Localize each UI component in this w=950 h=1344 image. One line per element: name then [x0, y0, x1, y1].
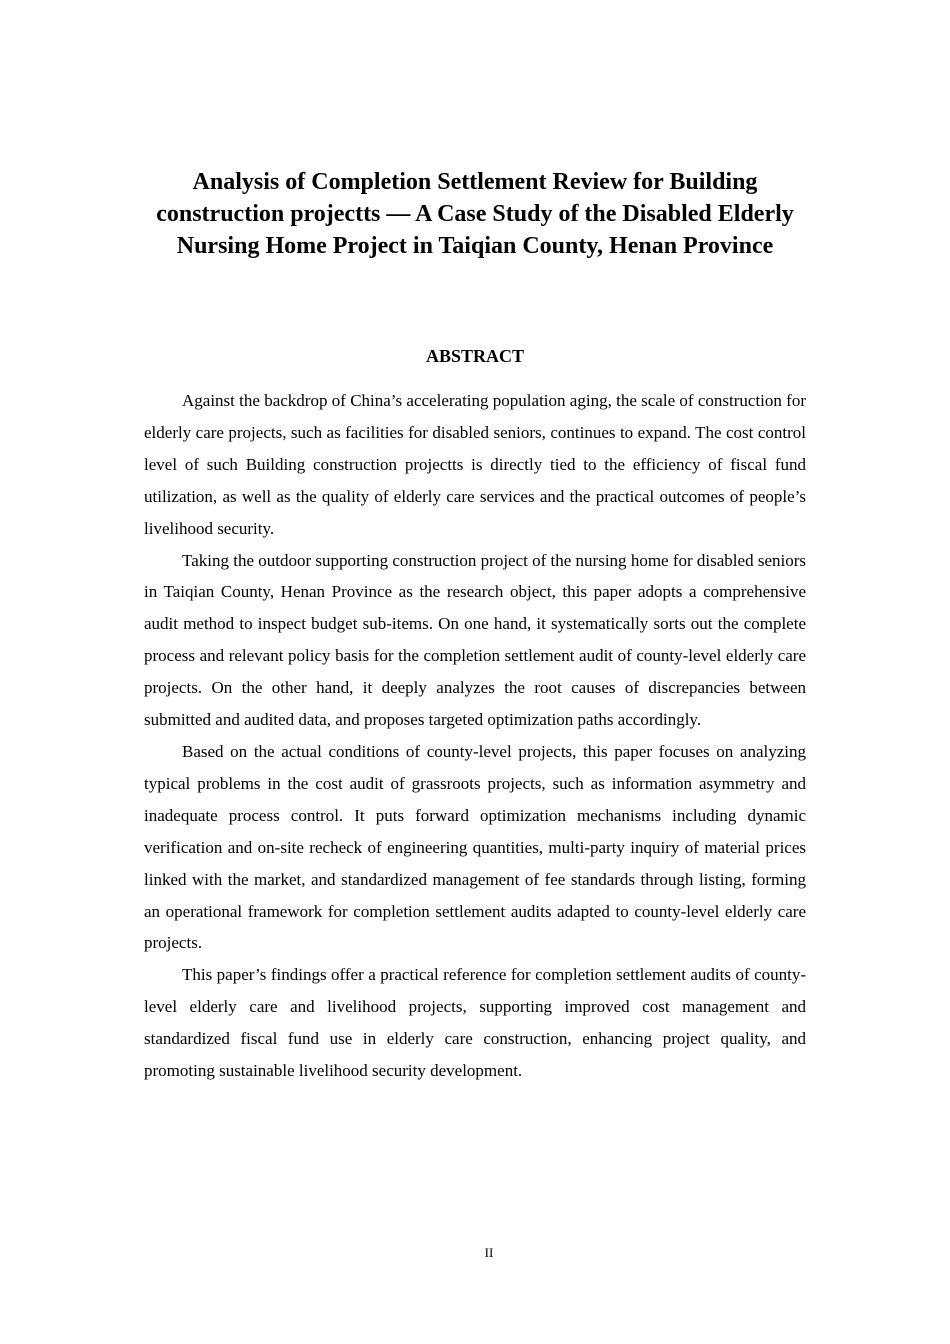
- abstract-paragraph-1: Against the backdrop of China’s accelerating population aging, the scale of construction for elderly care projects, such as facilities for disabled seniors, continues to expand. The cost control level of such Building construction projectts is directly tied to the efficiency of fiscal fund utilization, as well as the quality of elderly care services and the practical outcomes of people’s livelihood security.: [144, 391, 806, 538]
- abstract-paragraph-4: This paper’s findings offer a practical reference for completion settlement audits of county-level elderly care and livelihood projects, supporting improved cost management and standardized fiscal fund use in elderly care construction, enhancing project quality, and promoting sustainable livelihood security development.: [144, 965, 806, 1081]
- abstract-paragraph-3: Based on the actual conditions of county-level projects, this paper focuses on analyzing typical problems in the cost audit of grassroots projects, such as information asymmetry and inadequate process control. It puts forward optimization mechanisms including dynamic verification and on-site recheck of engineering quantities, multi-party inquiry of material prices linked with the market, and standardized management of fee standards through listing, forming an operational framework for completion settlement audits adapted to county-level elderly care projects.: [144, 741, 806, 953]
- abstract-paragraph-2: Taking the outdoor supporting construction project of the nursing home for disabled seniors in Taiqian County, Henan Province as the research object, this paper adopts a comprehensive audit method to inspect budget sub-items. On one hand, it systematically sorts out the complete process and relevant policy basis for the completion settlement audit of county-level elderly care projects. On the other hand, it deeply analyzes the root causes of discrepancies between submitted and audited data, and proposes targeted optimization paths accordingly.: [144, 550, 806, 730]
- page-number: II: [484, 1245, 494, 1260]
- abstract-body: [144, 385, 806, 1087]
- document-title: Analysis of Completion Settlement Review for Building construction projectts — A Case Study of the Disabled Elderly Nursing Home Project in Taiqian County, Henan Province: [156, 169, 794, 259]
- abstract-heading: ABSTRACT: [425, 346, 525, 366]
